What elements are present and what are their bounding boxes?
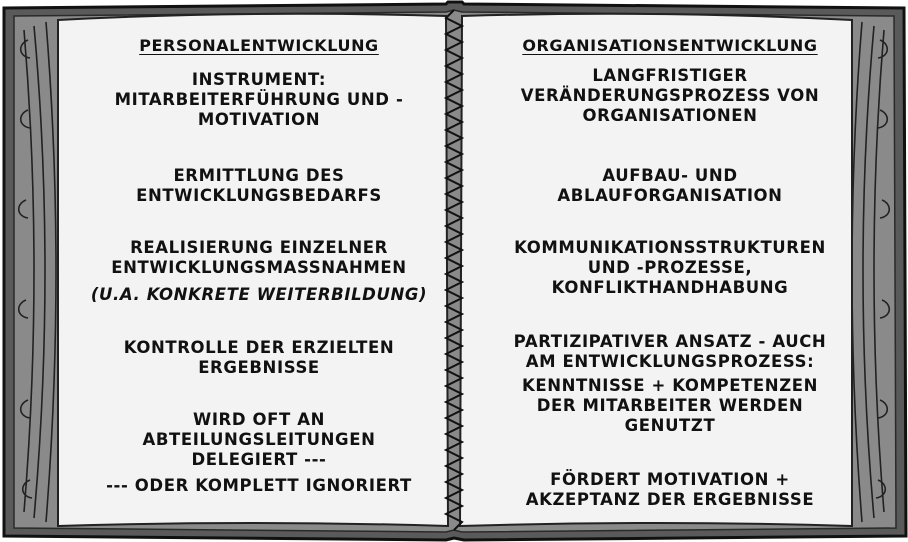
text-line: MITARBEITERFÜHRUNG UND - [114,90,404,109]
text-line: AUFBAU- UND [602,166,738,185]
text-line: INSTRUMENT: [191,70,327,89]
text-line: KENNTNISSE + KOMPETENZEN [521,376,819,395]
text-block-kontrolle [78,338,440,378]
text-block-motivation [492,470,848,510]
text-line: ABLAUFORGANISATION [557,186,783,205]
text-block-veraenderung [492,66,848,126]
text-line: (U.A. KONKRETE WEITERBILDUNG) [90,285,428,304]
text-line: DELEGIERT --- [191,450,327,469]
text-line: UND -PROZESSE, [587,258,753,277]
text-block-realisierung [78,238,440,278]
text-line: ORGANISATIONEN [582,106,758,125]
text-line: KONTROLLE DER ERZIELTEN [123,338,395,357]
text-block-kommunikation [492,238,848,298]
right-page-title: ORGANISATIONSENTWICKLUNG [522,36,818,55]
text-line: ABTEILUNGSLEITUNGEN [142,430,376,449]
text-line: DER MITARBEITER WERDEN [536,396,804,415]
text-block-partizipativ [492,332,848,372]
text-block-ignoriert [78,476,440,496]
text-block-weiterbildung [78,285,440,305]
text-block-aufbau [492,166,848,206]
text-line: PARTIZIPATIVER ANSATZ - AUCH [513,332,827,351]
text-line: AM ENTWICKLUNGSPROZESS: [525,352,815,371]
text-block-instrument [78,70,440,130]
text-block-bedarf [78,166,440,206]
left-page-content [78,26,440,514]
text-line: AKZEPTANZ DER ERGEBNISSE [525,490,815,509]
text-line: REALISIERUNG EINZELNER [130,238,388,257]
text-line: GENUTZT [624,416,716,435]
text-line: WIRD OFT AN [193,410,325,429]
text-block-delegiert [78,410,440,470]
text-line: VERÄNDERUNGSPROZESS VON [520,86,820,105]
text-line: KOMMUNIKATIONSSTRUKTUREN [514,238,826,257]
text-line: ERGEBNISSE [198,358,320,377]
left-page-title: PERSONALENTWICKLUNG [139,36,379,55]
text-line: --- ODER KOMPLETT IGNORIERT [106,476,412,495]
text-line: MOTIVATION [197,110,321,129]
text-line: ENTWICKLUNGSBEDARFS [136,186,382,205]
text-block-kenntnisse [492,376,848,436]
text-line: FÖRDERT MOTIVATION + [550,470,790,489]
text-line: LANGFRISTIGER [592,66,748,85]
right-page-content [492,26,848,514]
text-line: KONFLIKTHANDHABUNG [551,278,789,297]
text-line: ENTWICKLUNGSMASSNAHMEN [111,258,407,277]
text-line: ERMITTLUNG DES [173,166,345,185]
